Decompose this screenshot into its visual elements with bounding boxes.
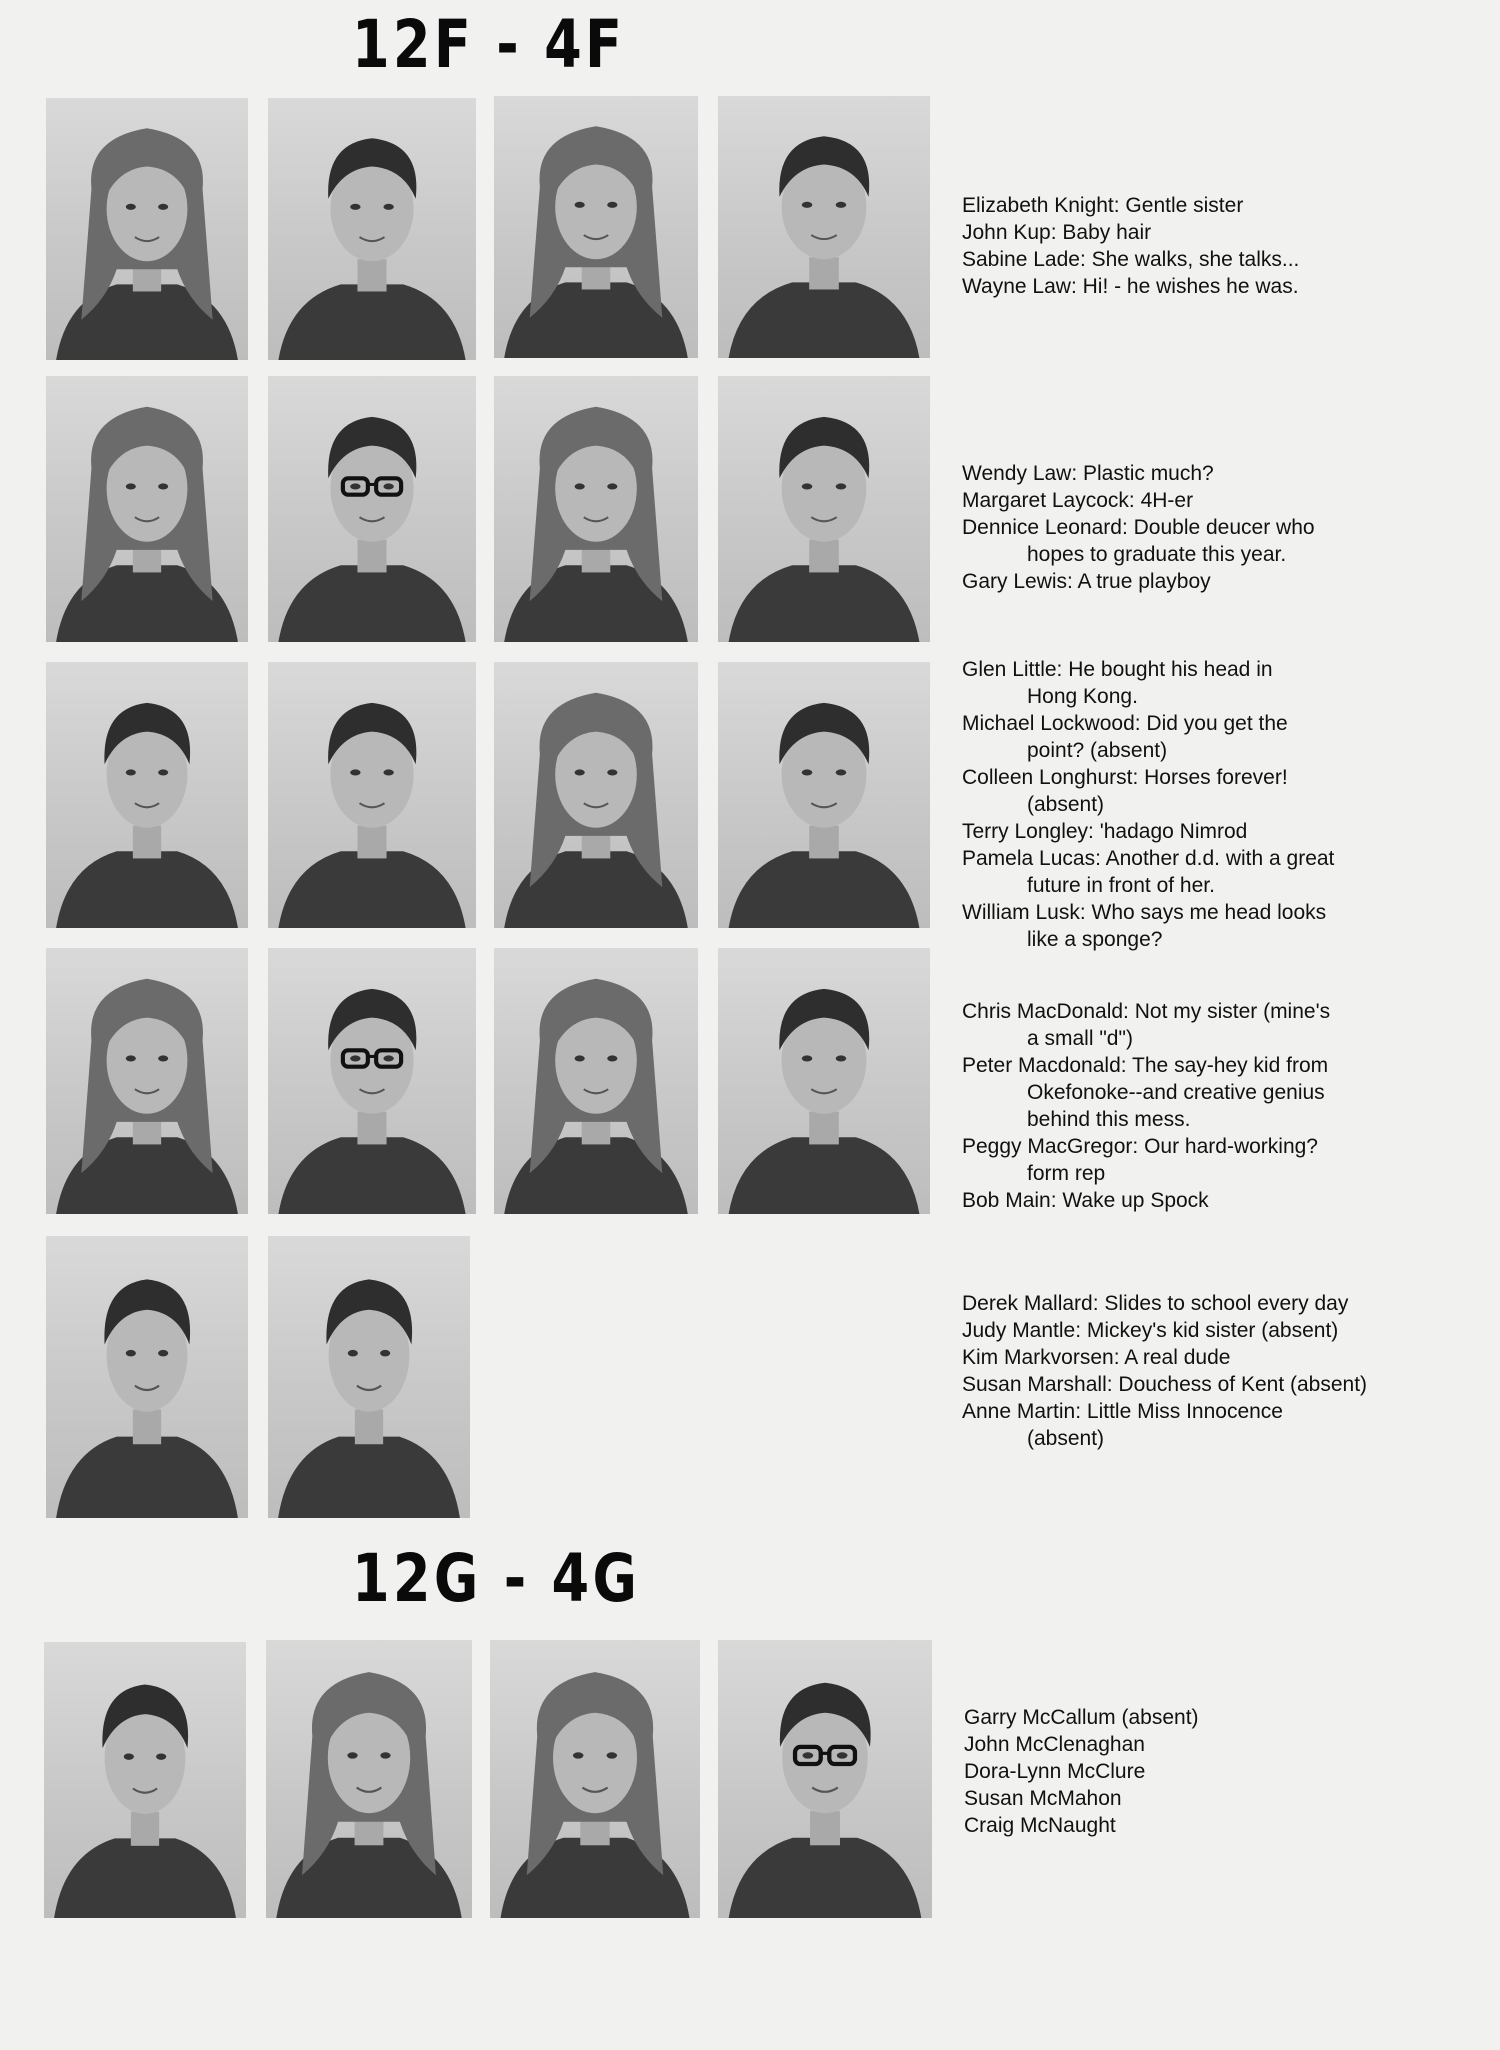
caption-line: Anne Martin: Little Miss Innocence bbox=[962, 1400, 1283, 1423]
caption-line: Michael Lockwood: Did you get the bbox=[962, 712, 1288, 735]
caption-line: form rep bbox=[1027, 1162, 1106, 1185]
caption-line: Kim Markvorsen: A real dude bbox=[962, 1346, 1231, 1369]
caption-line: Margaret Laycock: 4H-er bbox=[962, 489, 1194, 512]
student-photo bbox=[46, 1236, 248, 1518]
caption-group bbox=[962, 192, 1299, 300]
section-heading-12f: 12F - 4F bbox=[352, 6, 626, 83]
student-photo bbox=[268, 98, 476, 360]
caption-line: Wayne Law: Hi! - he wishes he was. bbox=[962, 275, 1299, 298]
student-photo bbox=[46, 948, 248, 1214]
student-photo bbox=[494, 948, 698, 1214]
caption-group bbox=[962, 1290, 1367, 1452]
caption-line: Wendy Law: Plastic much? bbox=[962, 462, 1214, 485]
student-photo bbox=[46, 662, 248, 928]
student-photo bbox=[718, 948, 930, 1214]
student-photo bbox=[46, 376, 248, 642]
caption-line: Glen Little: He bought his head in bbox=[962, 658, 1273, 681]
caption-group bbox=[964, 1704, 1199, 1839]
caption-line: Sabine Lade: She walks, she talks... bbox=[962, 248, 1300, 271]
caption-line: William Lusk: Who says me head looks bbox=[962, 901, 1327, 924]
caption-line: like a sponge? bbox=[1027, 928, 1163, 951]
caption-line: Chris MacDonald: Not my sister (mine's bbox=[962, 1000, 1331, 1023]
student-photo bbox=[490, 1640, 700, 1918]
caption-line: future in front of her. bbox=[1027, 874, 1215, 897]
caption-line: a small "d") bbox=[1027, 1027, 1133, 1050]
caption-line: Pamela Lucas: Another d.d. with a great bbox=[962, 847, 1335, 870]
student-photo bbox=[718, 1640, 932, 1918]
caption-line: Derek Mallard: Slides to school every day bbox=[962, 1292, 1349, 1315]
caption-line: Okefonoke--and creative genius bbox=[1027, 1081, 1325, 1104]
caption-line: Susan McMahon bbox=[964, 1787, 1122, 1810]
caption-line: Dora-Lynn McClure bbox=[964, 1760, 1146, 1783]
caption-line: Garry McCallum (absent) bbox=[964, 1706, 1199, 1729]
caption-group bbox=[962, 656, 1334, 953]
student-photo bbox=[494, 96, 698, 358]
student-photo bbox=[494, 662, 698, 928]
student-photo bbox=[268, 662, 476, 928]
caption-line: Hong Kong. bbox=[1027, 685, 1138, 708]
caption-line: behind this mess. bbox=[1027, 1108, 1191, 1131]
caption-group bbox=[962, 460, 1315, 595]
caption-line: Terry Longley: 'hadago Nimrod bbox=[962, 820, 1248, 843]
caption-line: Susan Marshall: Douchess of Kent (absent) bbox=[962, 1373, 1368, 1396]
caption-line: Peter Macdonald: The say-hey kid from bbox=[962, 1054, 1329, 1077]
caption-line: (absent) bbox=[1027, 1427, 1105, 1450]
caption-line: Elizabeth Knight: Gentle sister bbox=[962, 194, 1244, 217]
caption-line: Bob Main: Wake up Spock bbox=[962, 1189, 1209, 1212]
caption-group bbox=[962, 998, 1330, 1214]
student-photo bbox=[718, 96, 930, 358]
student-photo bbox=[268, 376, 476, 642]
caption-line: (absent) bbox=[1027, 793, 1105, 816]
student-photo bbox=[718, 376, 930, 642]
caption-line: Craig McNaught bbox=[964, 1814, 1116, 1837]
caption-line: Dennice Leonard: Double deucer who bbox=[962, 516, 1315, 539]
caption-line: John Kup: Baby hair bbox=[962, 221, 1152, 244]
caption-line: John McClenaghan bbox=[964, 1733, 1145, 1756]
caption-line: Colleen Longhurst: Horses forever! bbox=[962, 766, 1288, 789]
student-photo bbox=[268, 948, 476, 1214]
caption-line: Gary Lewis: A true playboy bbox=[962, 570, 1211, 593]
student-photo bbox=[266, 1640, 472, 1918]
caption-line: Peggy MacGregor: Our hard-working? bbox=[962, 1135, 1318, 1158]
student-photo bbox=[718, 662, 930, 928]
caption-line: Judy Mantle: Mickey's kid sister (absent) bbox=[962, 1319, 1339, 1342]
student-photo bbox=[268, 1236, 470, 1518]
section-heading-12g: 12G - 4G bbox=[352, 1540, 641, 1617]
caption-line: point? (absent) bbox=[1027, 739, 1168, 762]
student-photo bbox=[494, 376, 698, 642]
student-photo bbox=[46, 98, 248, 360]
caption-line: hopes to graduate this year. bbox=[1027, 543, 1287, 566]
student-photo bbox=[44, 1642, 246, 1918]
